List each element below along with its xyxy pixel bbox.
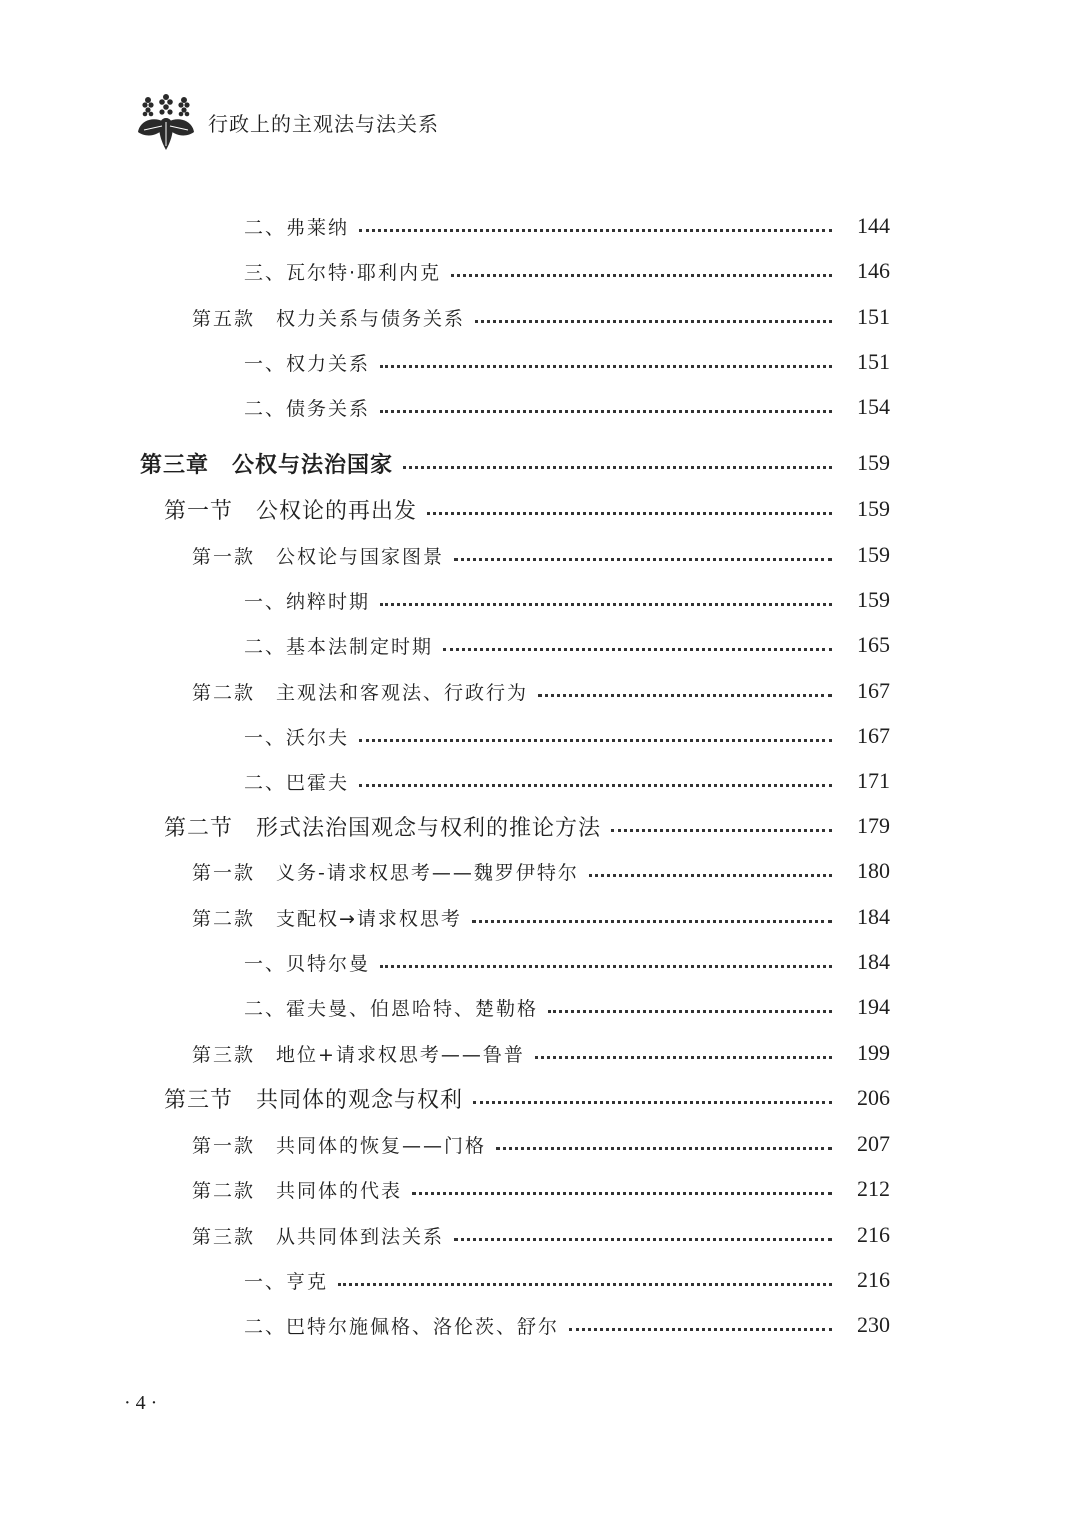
toc-entry <box>0 897 1080 937</box>
toc-entry-label: 一、权力关系 <box>244 352 371 375</box>
toc-entry-label: 第一款 共同体的恢复——门格 <box>192 1134 487 1157</box>
dot-leader <box>472 920 832 923</box>
toc-entry <box>0 489 1080 529</box>
toc-entry <box>0 297 1080 337</box>
toc-entry <box>0 1033 1080 1073</box>
toc-entry <box>0 942 1080 982</box>
toc-entry <box>0 1078 1080 1118</box>
toc-entry-page: 179 <box>857 813 890 838</box>
toc-entry <box>0 716 1080 756</box>
dot-leader <box>611 829 832 832</box>
dot-leader <box>589 874 832 877</box>
toc-entry <box>0 761 1080 801</box>
dot-leader <box>451 274 832 277</box>
toc-entry-page: 151 <box>857 304 890 329</box>
toc-entry-page: 207 <box>857 1131 890 1156</box>
toc-entry <box>0 1305 1080 1345</box>
toc-entry-label: 第二款 共同体的代表 <box>192 1179 403 1202</box>
toc-entry-page: 184 <box>857 949 890 974</box>
toc-entry-label: 第一款 义务-请求权思考——魏罗伊特尔 <box>192 861 579 884</box>
toc-entry <box>0 987 1080 1027</box>
toc-entry <box>0 1260 1080 1300</box>
paulownia-crest-icon <box>136 92 196 152</box>
toc-entry <box>0 625 1080 665</box>
toc-entry-label: 第二节 形式法治国观念与权利的推论方法 <box>164 815 602 841</box>
dot-leader <box>427 512 832 515</box>
toc-entry-label: 二、基本法制定时期 <box>244 635 434 658</box>
toc-entry-page: 206 <box>857 1085 890 1110</box>
toc-entry-page: 154 <box>857 394 890 419</box>
dot-leader <box>380 603 832 606</box>
toc-entry-page: 167 <box>857 678 890 703</box>
toc-entry-label: 第三款 地位+请求权思考——鲁普 <box>192 1043 525 1066</box>
running-header <box>136 92 439 152</box>
toc-entry-page: 216 <box>857 1222 890 1247</box>
toc-entry-label: 一、贝特尔曼 <box>244 952 371 975</box>
toc-entry-page: 212 <box>857 1176 890 1201</box>
toc-entry-page: 194 <box>857 994 890 1019</box>
toc-entry <box>0 671 1080 711</box>
toc-entry-page: 199 <box>857 1040 890 1065</box>
toc-entry-label: 二、霍夫曼、伯恩哈特、楚勒格 <box>244 997 539 1020</box>
toc-entry-label: 一、沃尔夫 <box>244 726 350 749</box>
toc-entry-label: 二、巴霍夫 <box>244 771 350 794</box>
toc-entry-label: 一、亨克 <box>244 1270 329 1293</box>
dot-leader <box>380 965 832 968</box>
dot-leader <box>496 1147 832 1150</box>
toc-entry <box>0 443 1080 483</box>
toc-entry-label: 二、债务关系 <box>244 397 371 420</box>
toc-entry <box>0 206 1080 246</box>
toc-entry-label: 第二款 主观法和客观法、行政行为 <box>192 681 529 704</box>
dot-leader <box>454 1238 832 1241</box>
dot-leader <box>548 1010 832 1013</box>
dot-leader <box>535 1056 832 1059</box>
toc-entry-page: 167 <box>857 723 890 748</box>
toc-entry-label: 第二款 支配权→请求权思考 <box>192 907 462 930</box>
toc-entry-label: 三、瓦尔特·耶利内克 <box>244 261 442 284</box>
toc-entry-label: 第三款 从共同体到法关系 <box>192 1225 445 1248</box>
book-title: 行政上的主观法与法关系 <box>208 111 439 136</box>
dot-leader <box>475 320 832 323</box>
toc-entry <box>0 1169 1080 1209</box>
toc-entry-label: 第三章 公权与法治国家 <box>140 452 394 478</box>
dot-leader <box>380 410 832 413</box>
toc-entry-page: 159 <box>857 542 890 567</box>
dot-leader <box>338 1283 832 1286</box>
dot-leader <box>403 466 832 469</box>
toc-entry-label: 第一节 公权论的再出发 <box>164 498 418 524</box>
toc-entry <box>0 580 1080 620</box>
dot-leader <box>359 229 832 232</box>
dot-leader <box>380 365 832 368</box>
toc-entry-page: 216 <box>857 1267 890 1292</box>
toc-entry-label: 二、弗莱纳 <box>244 216 350 239</box>
toc-entry-page: 165 <box>857 632 890 657</box>
toc-entry-label: 第三节 共同体的观念与权利 <box>164 1087 464 1113</box>
dot-leader <box>359 739 832 742</box>
page-number: · 4 · <box>124 1392 158 1414</box>
dot-leader <box>454 558 832 561</box>
toc-entry-page: 146 <box>857 258 890 283</box>
toc-entry-page: 159 <box>857 587 890 612</box>
toc-entry <box>0 535 1080 575</box>
toc-entry-page: 171 <box>857 768 890 793</box>
toc-entry <box>0 251 1080 291</box>
toc-entry <box>0 1215 1080 1255</box>
toc-entry-page: 159 <box>857 450 890 475</box>
toc-entry-page: 230 <box>857 1312 890 1337</box>
dot-leader <box>473 1101 832 1104</box>
dot-leader <box>359 784 832 787</box>
toc-entry-label: 第一款 公权论与国家图景 <box>192 545 445 568</box>
toc-entry-label: 一、纳粹时期 <box>244 590 371 613</box>
toc-entry-label: 第五款 权力关系与债务关系 <box>192 307 466 330</box>
toc-entry <box>0 851 1080 891</box>
dot-leader <box>569 1328 832 1331</box>
dot-leader <box>443 648 832 651</box>
toc-entry <box>0 1124 1080 1164</box>
toc-entry <box>0 387 1080 427</box>
dot-leader <box>538 694 832 697</box>
toc-entry-page: 151 <box>857 349 890 374</box>
toc-entry <box>0 806 1080 846</box>
dot-leader <box>412 1192 832 1195</box>
toc-entry-label: 二、巴特尔施佩格、洛伦茨、舒尔 <box>244 1315 560 1338</box>
toc-entry <box>0 342 1080 382</box>
toc-entry-page: 180 <box>857 858 890 883</box>
toc-entry-page: 184 <box>857 904 890 929</box>
toc-entry-page: 159 <box>857 496 890 521</box>
toc-entry-page: 144 <box>857 213 890 238</box>
